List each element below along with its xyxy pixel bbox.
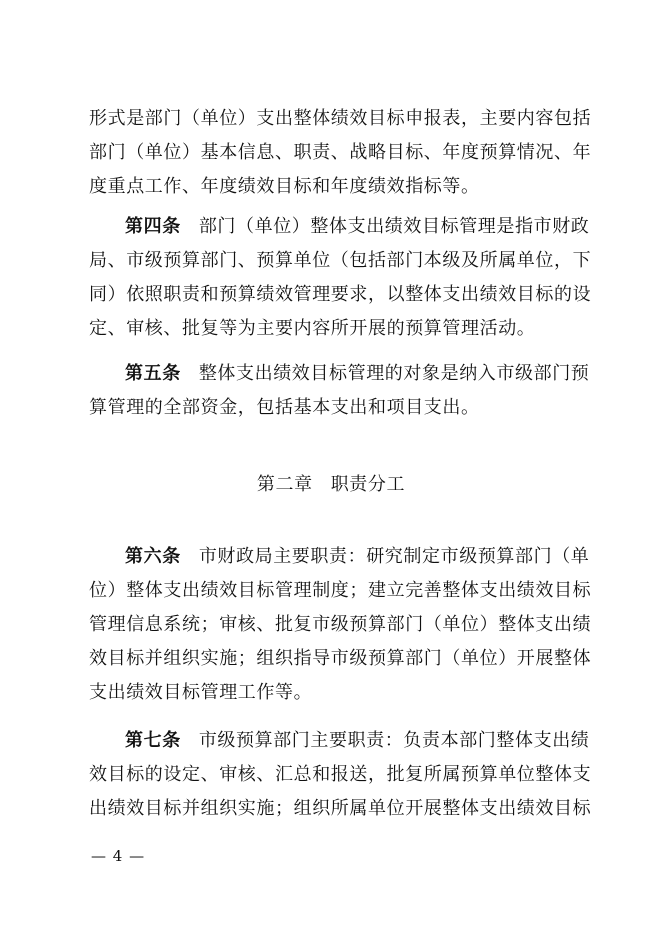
article-number: 第四条: [125, 216, 181, 237]
paragraph-continuation: [89, 102, 592, 204]
text-line: 出绩效目标并组织实施；组织所属单位开展整体支出绩效目标: [89, 798, 592, 819]
article-text: 市财政局主要职责：研究制定市级预算部门（单: [198, 546, 590, 567]
text-line: 管理信息系统；审核、批复市级预算部门（单位）整体支出绩: [89, 614, 592, 635]
text-line: 形式是部门（单位）支出整体绩效目标申报表，主要内容包括: [89, 108, 592, 129]
text-line: 同）依照职责和预算绩效管理要求，以整体支出绩效目标的设: [89, 284, 592, 305]
chapter-number: 第二章: [256, 474, 313, 495]
chapter-title: 职责分工: [330, 474, 406, 495]
article-5: [89, 357, 590, 425]
text-line: 位）整体支出绩效目标管理制度；建立完善整体支出绩效目标: [89, 580, 592, 601]
article-first-line: [89, 540, 590, 574]
article-number: 第六条: [125, 546, 181, 567]
article-text: 市级预算部门主要职责：负责本部门整体支出绩: [198, 730, 590, 751]
article-7: [89, 724, 592, 826]
article-text: 部门（单位）整体支出绩效目标管理是指市财政: [198, 216, 590, 237]
article-6: [89, 540, 592, 710]
text-line: 定、审核、批复等为主要内容所开展的预算管理活动。: [89, 318, 536, 339]
text-line: 支出绩效目标管理工作等。: [89, 682, 313, 703]
text-line: 效目标并组织实施；组织指导市级预算部门（单位）开展整体: [89, 648, 592, 669]
article-first-line: [89, 357, 590, 391]
article-first-line: [89, 724, 590, 758]
article-number: 第五条: [125, 363, 181, 384]
text-line: 部门（单位）基本信息、职责、战略目标、年度预算情况、年: [89, 142, 592, 163]
article-4: [89, 210, 592, 346]
article-number: 第七条: [125, 730, 181, 751]
text-line: 效目标的设定、审核、汇总和报送，批复所属预算单位整体支: [89, 764, 592, 785]
article-text: 整体支出绩效目标管理的对象是纳入市级部门预: [198, 363, 590, 384]
text-line: 度重点工作、年度绩效目标和年度绩效指标等。: [89, 176, 480, 197]
chapter-heading: [0, 468, 662, 502]
article-first-line: [89, 210, 590, 244]
page-number: — 4 —: [91, 847, 146, 865]
text-line: 局、市级预算部门、预算单位（包括部门本级及所属单位，下: [89, 250, 592, 271]
text-line: 算管理的全部资金，包括基本支出和项目支出。: [89, 397, 480, 418]
